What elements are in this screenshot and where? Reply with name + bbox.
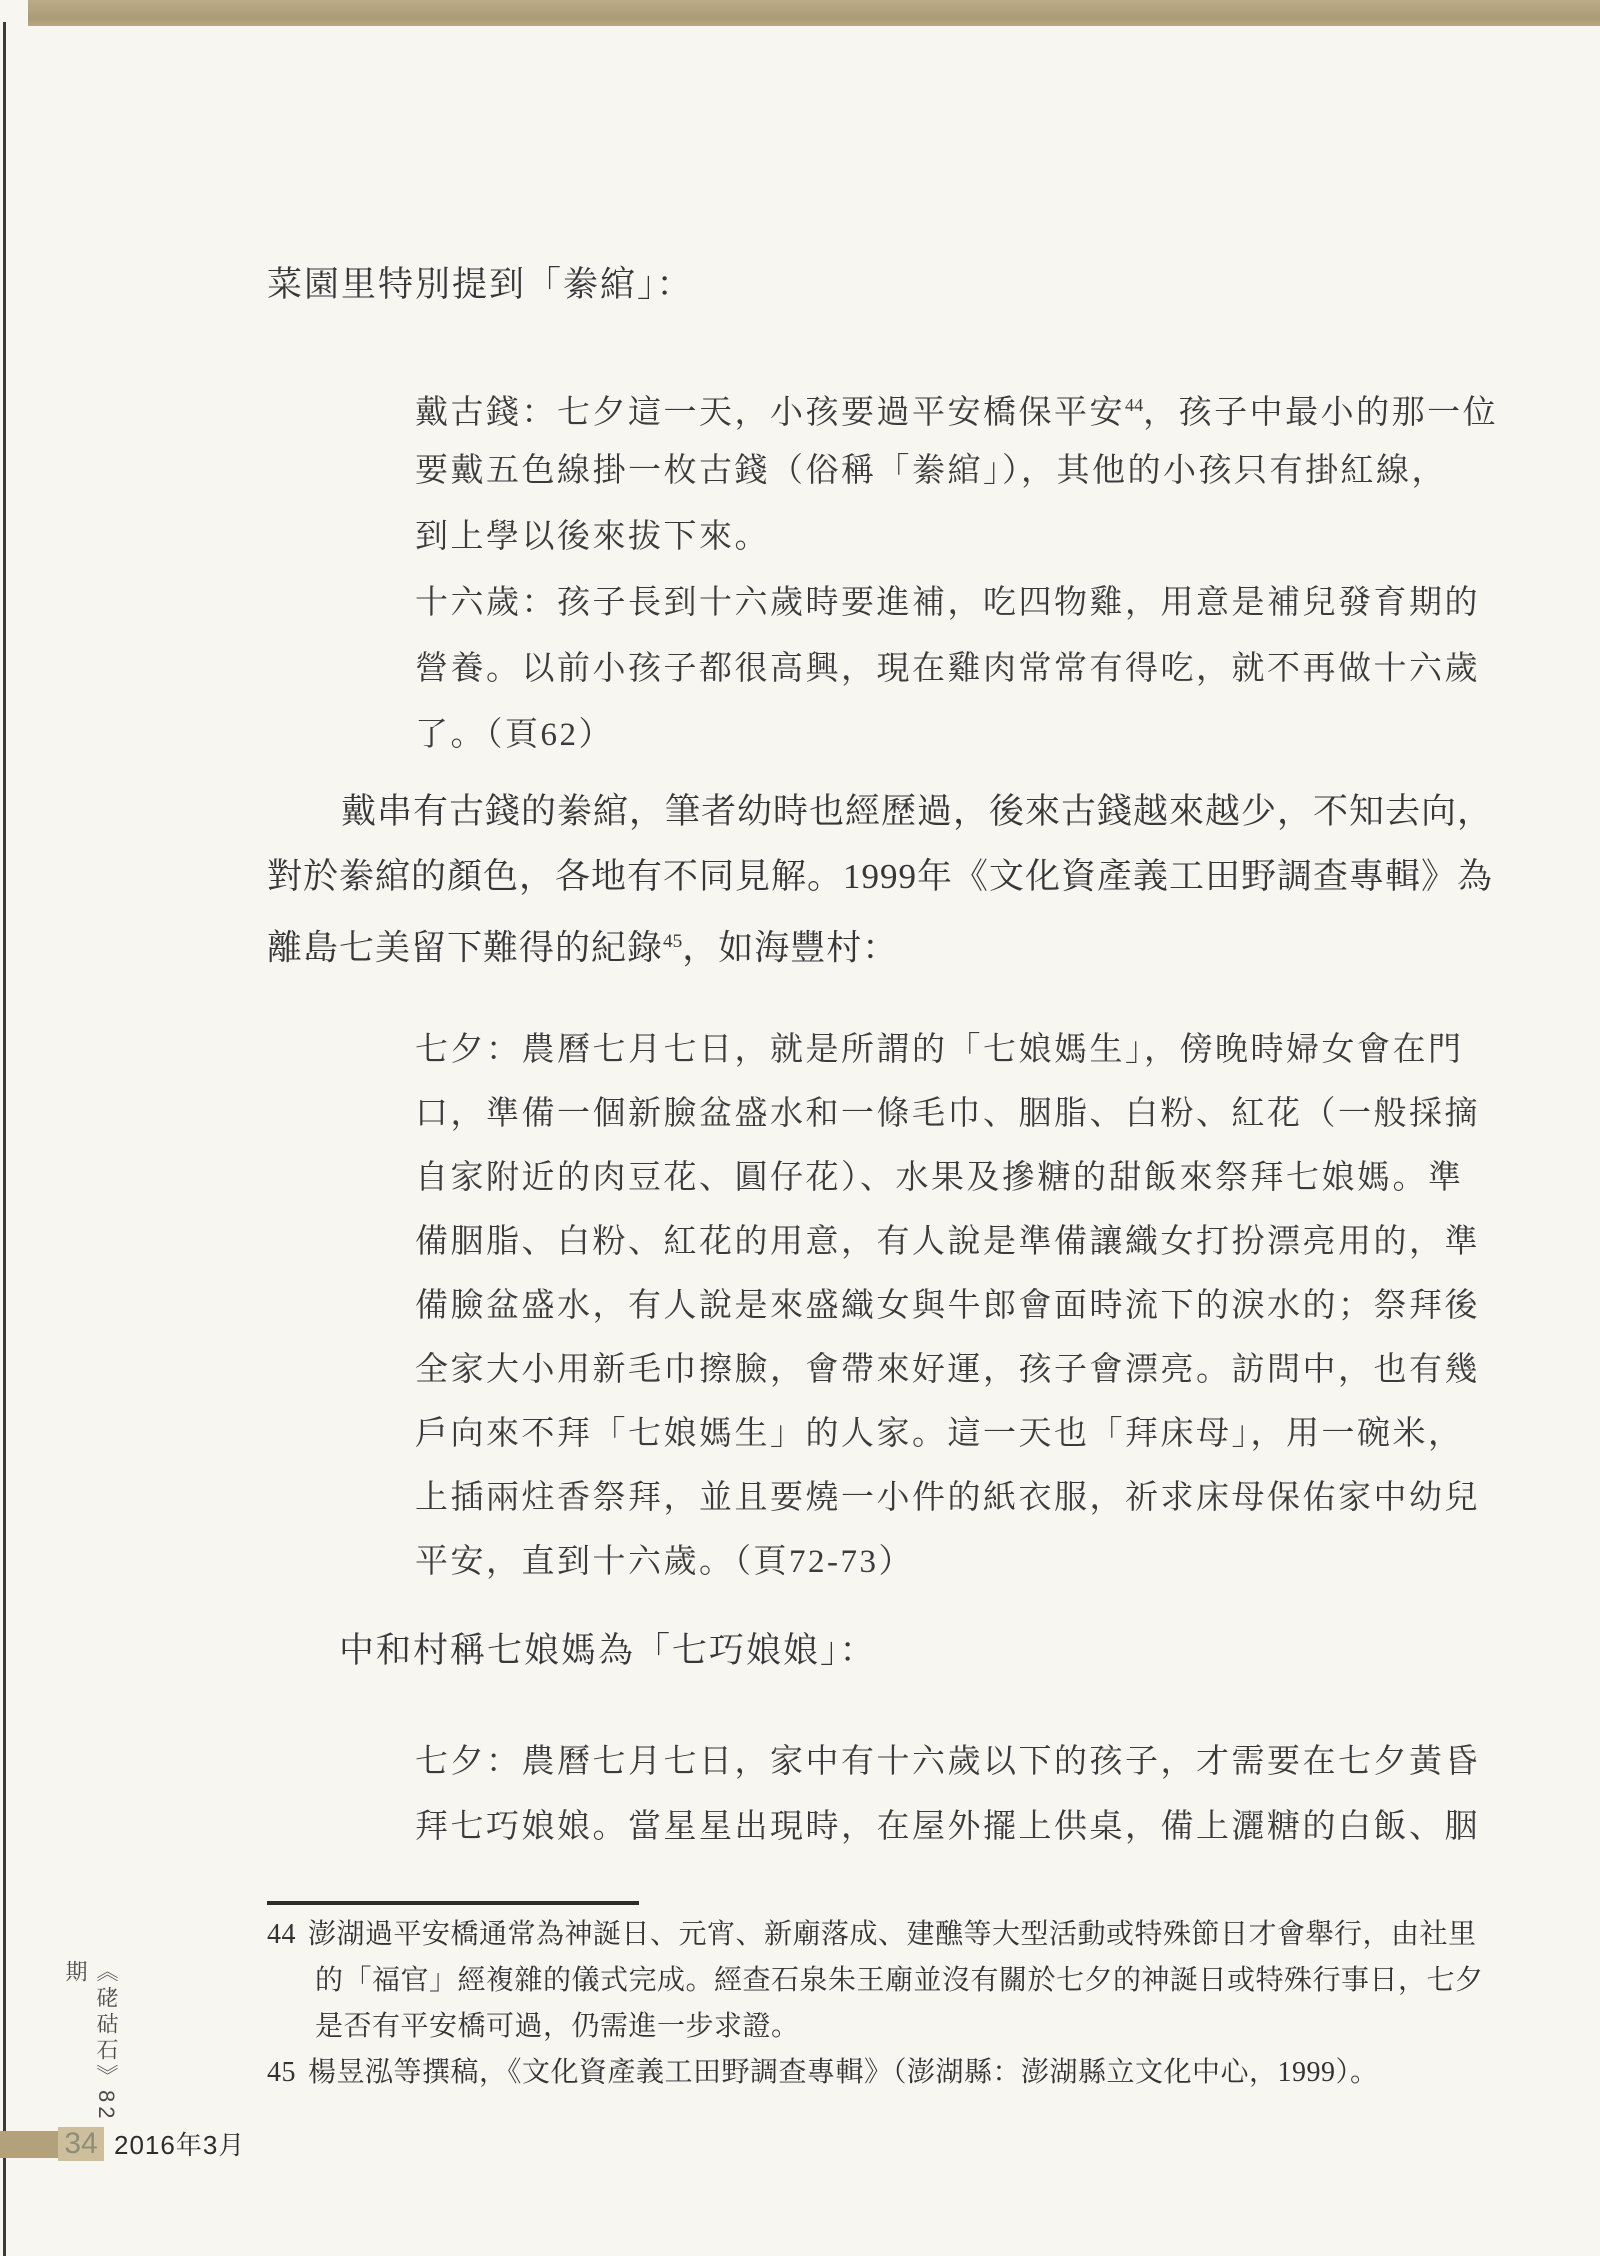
footnote-number: 44 [267,1919,296,1950]
scan-top-edge-band [28,0,1600,26]
footnote-text: 楊昱泓等撰稿，《文化資產義工田野調查專輯》（澎湖縣：澎湖縣立文化中心，1999）。 [308,2057,1379,2088]
footnotes-block [267,1912,1484,2096]
footnote-text: 澎湖過平安橋通常為神誕日、元宵、新廟落成、建醮等大型活動或特殊節日才會舉行，由社里 [308,1919,1477,1950]
quote-line: 上插兩炷香祭拜，並且要燒一小件的紙衣服，祈求床母保佑家中幼兒 [415,1480,1480,1516]
issue-date: 2016年3月 [114,2130,246,2160]
blockquote-zhonghe [415,1730,1490,1860]
footnote-44-line: 的「福官」經複雜的儀式完成。經查石泉朱王廟並沒有關於七夕的神誕日或特殊行事日，七夕 [315,1965,1484,1996]
page-number: 34 [64,2127,98,2160]
quote-line: 要戴五色線掛一枚古錢（俗稱「絭綰」），其他的小孩只有掛紅線， [415,453,1447,489]
paragraph-text: ，如海豐村： [682,928,899,968]
blockquote-haifeng [415,1018,1490,1594]
footnote-44-line [267,1912,1477,1958]
quote-line: 七夕：農曆七月七日，家中有十六歲以下的孩子，才需要在七夕黃昏 [415,1744,1480,1780]
journal-title-vertical: 《硓𥑮石》82期 [63,1960,119,2123]
page-number-box [58,2127,104,2161]
quote-line: 口，準備一個新臉盆盛水和一條毛巾、胭脂、白粉、紅花（一般採摘 [415,1096,1480,1132]
quote-line: 自家附近的肉豆花、圓仔花）、水果及摻糖的甜飯來祭拜七娘媽。準 [415,1160,1464,1196]
quote-text: ，孩子中最小的那一位 [1143,395,1499,431]
footer-tan-bar [0,2131,60,2158]
paragraph-line: 對於絭綰的顏色，各地有不同見解。1999年《文化資產義工田野調查專輯》為 [267,857,1494,896]
body-section-line: 中和村稱七娘媽為「七巧娘娘」： [339,1631,877,1670]
quote-line: 備胭脂、白粉、紅花的用意，有人說是準備讓織女打扮漂亮用的，準 [415,1224,1480,1260]
quote-line: 戶向來不拜「七娘媽生」的人家。這一天也「拜床母」，用一碗米， [415,1416,1464,1452]
quote-line: 備臉盆盛水，有人說是來盛織女與牛郎會面時流下的淚水的；祭拜後 [415,1288,1480,1324]
footnote-ref-44: 44 [1125,395,1144,415]
quote-line: 營養。以前小孩子都很高興，現在雞肉常常有得吃，就不再做十六歲 [415,651,1480,687]
footnote-ref-45: 45 [663,931,683,952]
quote-line: 到上學以後來拔下來。 [415,519,770,555]
scan-gutter-line [3,22,6,2256]
body-paragraph [267,779,1494,974]
blockquote-caiyuanli [415,372,1499,768]
quote-text: 戴古錢：七夕這一天，小孩要過平安橋保平安 [415,395,1125,431]
quote-line: 拜七巧娘娘。當星星出現時，在屋外擺上供桌，備上灑糖的白飯、胭 [415,1809,1480,1845]
paragraph-line [267,909,1477,974]
quote-line: 平安，直到十六歲。（頁72-73） [415,1544,914,1580]
paragraph-line: 戴串有古錢的絭綰，筆者幼時也經歷過，後來古錢越來越少，不知去向， [341,792,1494,831]
footnote-45-line [267,2050,1477,2096]
quote-line: 七夕：農曆七月七日，就是所謂的「七娘媽生」，傍晚時婦女會在門 [415,1032,1464,1068]
quote-line: 十六歲：孩子長到十六歲時要進補，吃四物雞，用意是補兒發育期的 [415,585,1480,621]
footnote-number: 45 [267,2057,296,2088]
paragraph-text: 離島七美留下難得的紀錄 [267,928,664,968]
footnote-separator-rule [267,1901,639,1905]
quote-line: 全家大小用新毛巾擦臉，會帶來好運，孩子會漂亮。訪問中，也有幾 [415,1352,1480,1388]
quote-line: 了。（頁62） [415,717,614,753]
footnote-44-line: 是否有平安橋可過，仍需進一步求證。 [315,2011,800,2042]
quote-line [415,372,1499,438]
body-lead-line: 菜園里特別提到「絭綰」： [267,265,694,304]
